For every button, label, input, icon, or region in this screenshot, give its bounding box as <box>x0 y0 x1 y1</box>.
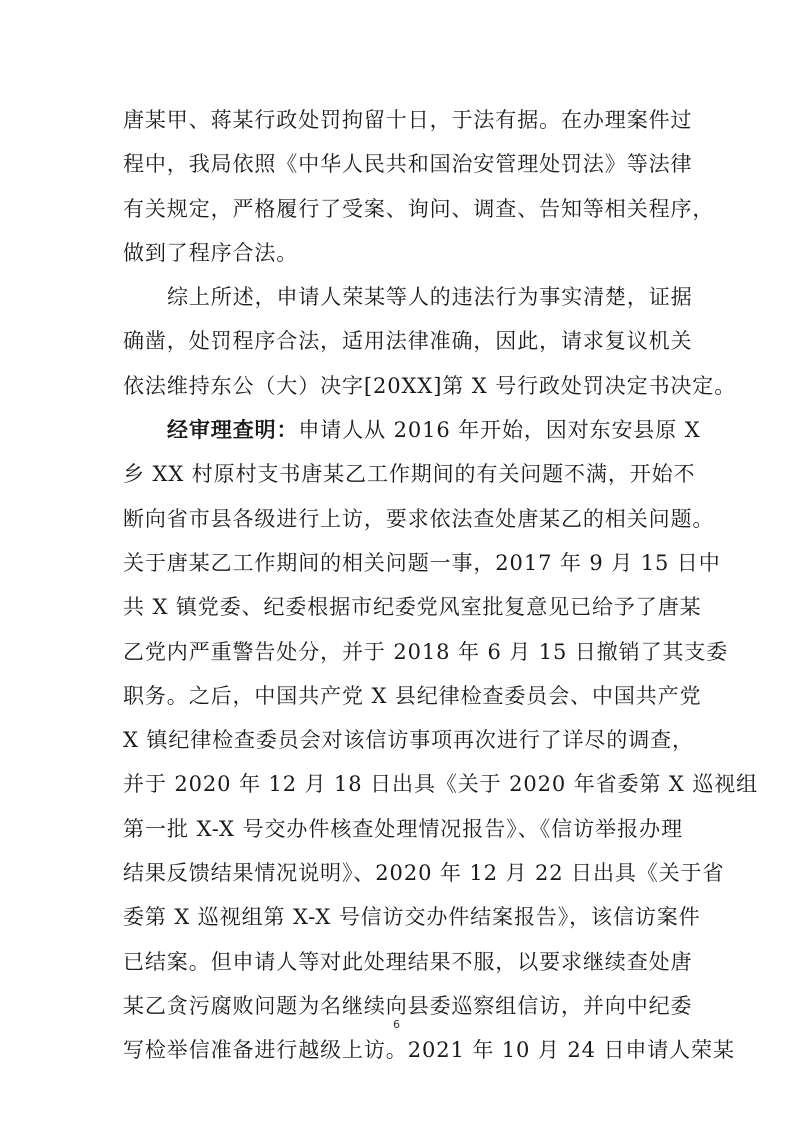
text-line: 某乙贪污腐败问题为名继续向县委巡察组信访，并向中纪委 <box>123 993 693 1018</box>
text-line: 委第 X 巡视组第 X-X 号信访交办件结案报告》，该信访案件 <box>123 905 701 930</box>
text-line: 共 X 镇党委、纪委根据市纪委党风室批复意见已给予了唐某 <box>123 595 702 620</box>
text-line: 第一批 X-X 号交办件核查处理情况报告》、《信访举报办理 <box>123 816 683 841</box>
text-line: 结果反馈结果情况说明》、2020 年 12 月 22 日出具《关于省 <box>123 861 725 886</box>
text-line: 乡 XX 村原村支书唐某乙工作期间的有关问题不满，开始不 <box>123 462 696 487</box>
findings-lead-text: 申请人从 2016 年开始，因对东安县原 X <box>298 418 701 443</box>
text-line: 确凿，处罚程序合法，适用法律准确，因此，请求复议机关 <box>123 329 693 354</box>
text-line: 综上所述，申请人荣某等人的违法行为事实清楚，证据 <box>167 285 693 310</box>
text-line: 已结案。但申请人等对此处理结果不服，以要求继续查处唐 <box>123 949 693 974</box>
findings-heading: 经审理查明： <box>167 417 299 443</box>
text-line: 并于 2020 年 12 月 18 日出具《关于 2020 年省委第 X 巡视组 <box>123 772 759 797</box>
text-line: 关于唐某乙工作期间的相关问题一事，2017 年 9 月 15 日中 <box>123 550 721 575</box>
text-line: 唐某甲、蒋某行政处罚拘留十日，于法有据。在办理案件过 <box>123 108 693 132</box>
text-line: 写检举信准备进行越级上访。2021 年 10 月 24 日申请人荣某 <box>123 1038 735 1063</box>
page-number: 6 <box>393 1018 400 1031</box>
text-line: 程中，我局依照《中华人民共和国治安管理处罚法》等法律 <box>123 152 693 177</box>
text-line: 断向省市县各级进行上访，要求依法查处唐某乙的相关问题。 <box>123 506 715 531</box>
text-line: 乙党内严重警告处分，并于 2018 年 6 月 15 日撤销了其支委 <box>123 639 729 664</box>
text-line: X 镇纪律检查委员会对该信访事项再次进行了详尽的调查， <box>123 728 694 753</box>
text-line: 做到了程序合法。 <box>123 240 299 265</box>
text-line: 依法维持东公（大）决字[20XX]第 X 号行政处罚决定书决定。 <box>123 373 737 398</box>
text-line: 有关规定，严格履行了受案、询问、调查、告知等相关程序， <box>123 196 715 221</box>
paragraph-findings <box>123 408 759 1072</box>
text-line-lead <box>123 408 701 452</box>
paragraph-summary <box>123 275 737 408</box>
document-body <box>123 98 759 1073</box>
text-line: 职务。之后，中国共产党 X 县纪律检查委员会、中国共产党 <box>123 683 702 708</box>
paragraph-penalty-basis <box>123 98 715 275</box>
